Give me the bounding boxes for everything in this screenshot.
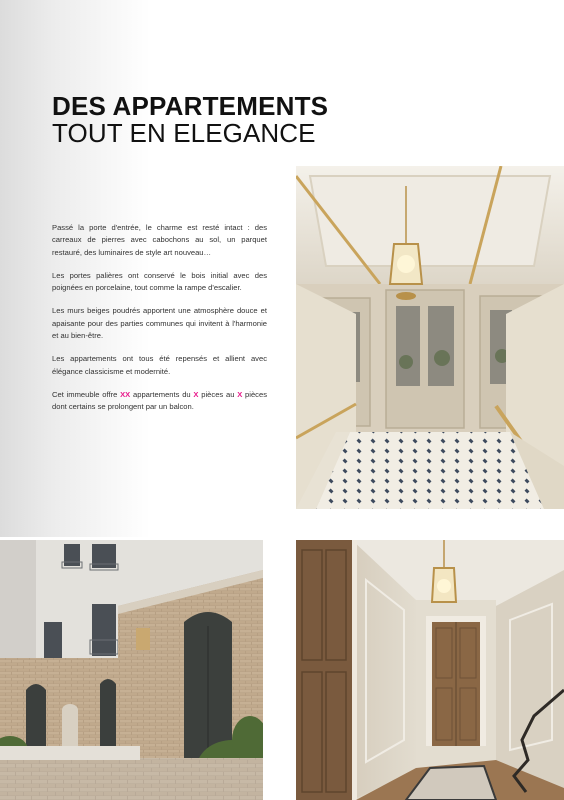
entrance-hall-image [296, 166, 564, 509]
offer-text-a: Cet immeuble offre [52, 389, 121, 399]
paragraph-offer [52, 389, 267, 414]
rooms-max: X [237, 389, 243, 399]
paragraph-apartments: Les appartements ont tous été repensés et allient avec élégance classicisme et modernité. [52, 354, 267, 376]
offer-text-b: appartements du [130, 389, 194, 399]
offer-text-d: pièces dont certains se prolongent par un balcon. [52, 389, 267, 412]
paragraph-doors: Les portes palières ont conservé le bois initial avec des poignées en porcelaine, tout comme la rampe d'escalier. [52, 270, 267, 293]
section-heading [52, 92, 362, 146]
offer-text-c: pièces au [198, 389, 238, 399]
paragraph-entrance: Passé la porte d'entrée, le charme est resté intact : des carreaux de pierres avec cabochons au sol, un parquet restauré, des luminaires de style art nouveau… [52, 223, 267, 257]
rooms-min: X [193, 389, 199, 399]
corridor-image [296, 540, 564, 800]
paragraph-walls: Les murs beiges poudrés apportent une atmosphère douce et apaisante pour des parties communes qui invitent à l'harmonie et au bien-être. [52, 306, 267, 341]
courtyard-image [0, 540, 263, 800]
apartment-count: XX [120, 389, 131, 399]
heading-line-bold: DES APPARTEMENTS [52, 91, 329, 121]
heading-line-light: TOUT EN ELEGANCE [52, 118, 316, 148]
description-text [52, 222, 267, 425]
